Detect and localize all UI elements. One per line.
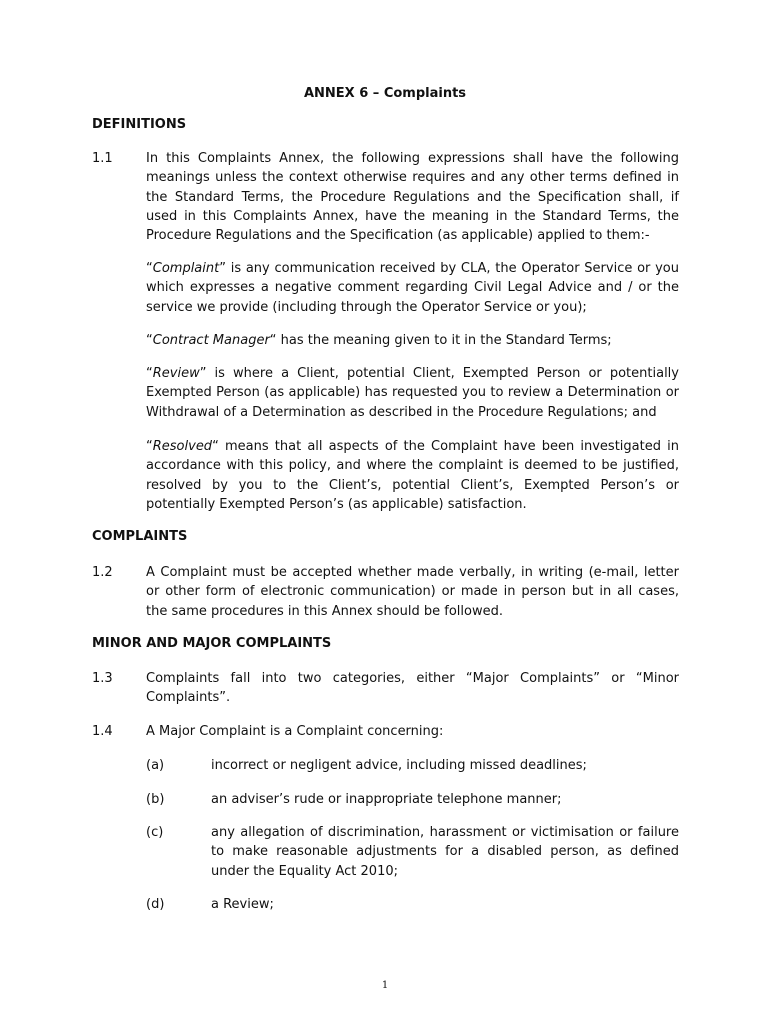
clause-1-4-text: A Major Complaint is a Complaint concerning: <box>146 724 444 739</box>
clause-1-2-text: A Complaint must be accepted whether made verbally, in writing (e-mail, letter or other form of electronic communication) or made in person but in all cases, the same procedures in this Annex should be followed. <box>146 565 679 619</box>
complaints-heading: COMPLAINTS <box>92 529 188 544</box>
definition-resolved <box>146 437 679 514</box>
definition-complaint <box>146 259 679 317</box>
definitions-heading: DEFINITIONS <box>92 117 187 132</box>
item-text-b: an adviser’s rude or inappropriate telephone manner; <box>211 792 562 807</box>
minor-major-heading: MINOR AND MAJOR COMPLAINTS <box>92 636 332 651</box>
clause-number-1-1: 1.1 <box>92 151 113 166</box>
definition-review <box>146 364 679 422</box>
item-text-c: any allegation of discrimination, harassment or victimisation or failure to make reasonable adjustments for a disabled person, as defined under the Equality Act 2010; <box>211 825 679 879</box>
definition-term: Complaint <box>152 261 220 276</box>
item-label-a: (a) <box>146 758 165 773</box>
annex-title: ANNEX 6 – Complaints <box>303 86 467 101</box>
definition-open-quote: “ <box>146 261 153 276</box>
definition-term: Resolved <box>152 439 213 454</box>
page-number: 1 <box>381 980 389 991</box>
item-text-a: incorrect or negligent advice, including missed deadlines; <box>211 758 587 773</box>
definition-text: ” is where a Client, potential Client, Exempted Person or potentially Exempted Person (as applicable) has requested you to review a Determination or Withdrawal of a Determination as described in the Procedure Regulations; and <box>146 366 679 420</box>
definition-text: ” is any communication received by CLA, the Operator Service or you which expresses a negative comment regarding Civil Legal Advice and / or the service we provide (including through the Operator Service or you); <box>146 261 679 315</box>
clause-number-1-2: 1.2 <box>92 565 113 580</box>
definition-text: “ means that all aspects of the Complaint have been investigated in accordance with this policy, and where the complaint is deemed to be justified, resolved by you to the Client’s, potential Client’s, Exempted Person’s or potentially Exempted Person’s (as applicable) satisfaction. <box>146 439 679 512</box>
item-label-d: (d) <box>146 897 165 912</box>
clause-number-1-3: 1.3 <box>92 671 113 686</box>
definition-open-quote: “ <box>146 333 153 348</box>
clause-1-1-text: In this Complaints Annex, the following expressions shall have the following meanings unless the context otherwise requires and any other terms defined in the Standard Terms, the Procedure Regulations and the Specification shall, if used in this Complaints Annex, have the meaning in the Standard Terms, the Procedure Regulations and the Specification (as applicable) applied to them:- <box>146 151 679 244</box>
definition-open-quote: “ <box>146 439 153 454</box>
definition-open-quote: “ <box>146 366 153 381</box>
clause-number-1-4: 1.4 <box>92 724 113 739</box>
definition-text: “ has the meaning given to it in the Standard Terms; <box>269 333 612 348</box>
definition-term: Contract Manager <box>152 333 270 348</box>
item-text-d: a Review; <box>211 897 274 912</box>
definition-contract-manager <box>146 331 679 350</box>
definition-term: Review <box>152 366 200 381</box>
item-label-b: (b) <box>146 792 165 807</box>
item-label-c: (c) <box>146 825 164 840</box>
clause-1-3-text: Complaints fall into two categories, either “Major Complaints” or “Minor Complaints”. <box>146 671 679 706</box>
